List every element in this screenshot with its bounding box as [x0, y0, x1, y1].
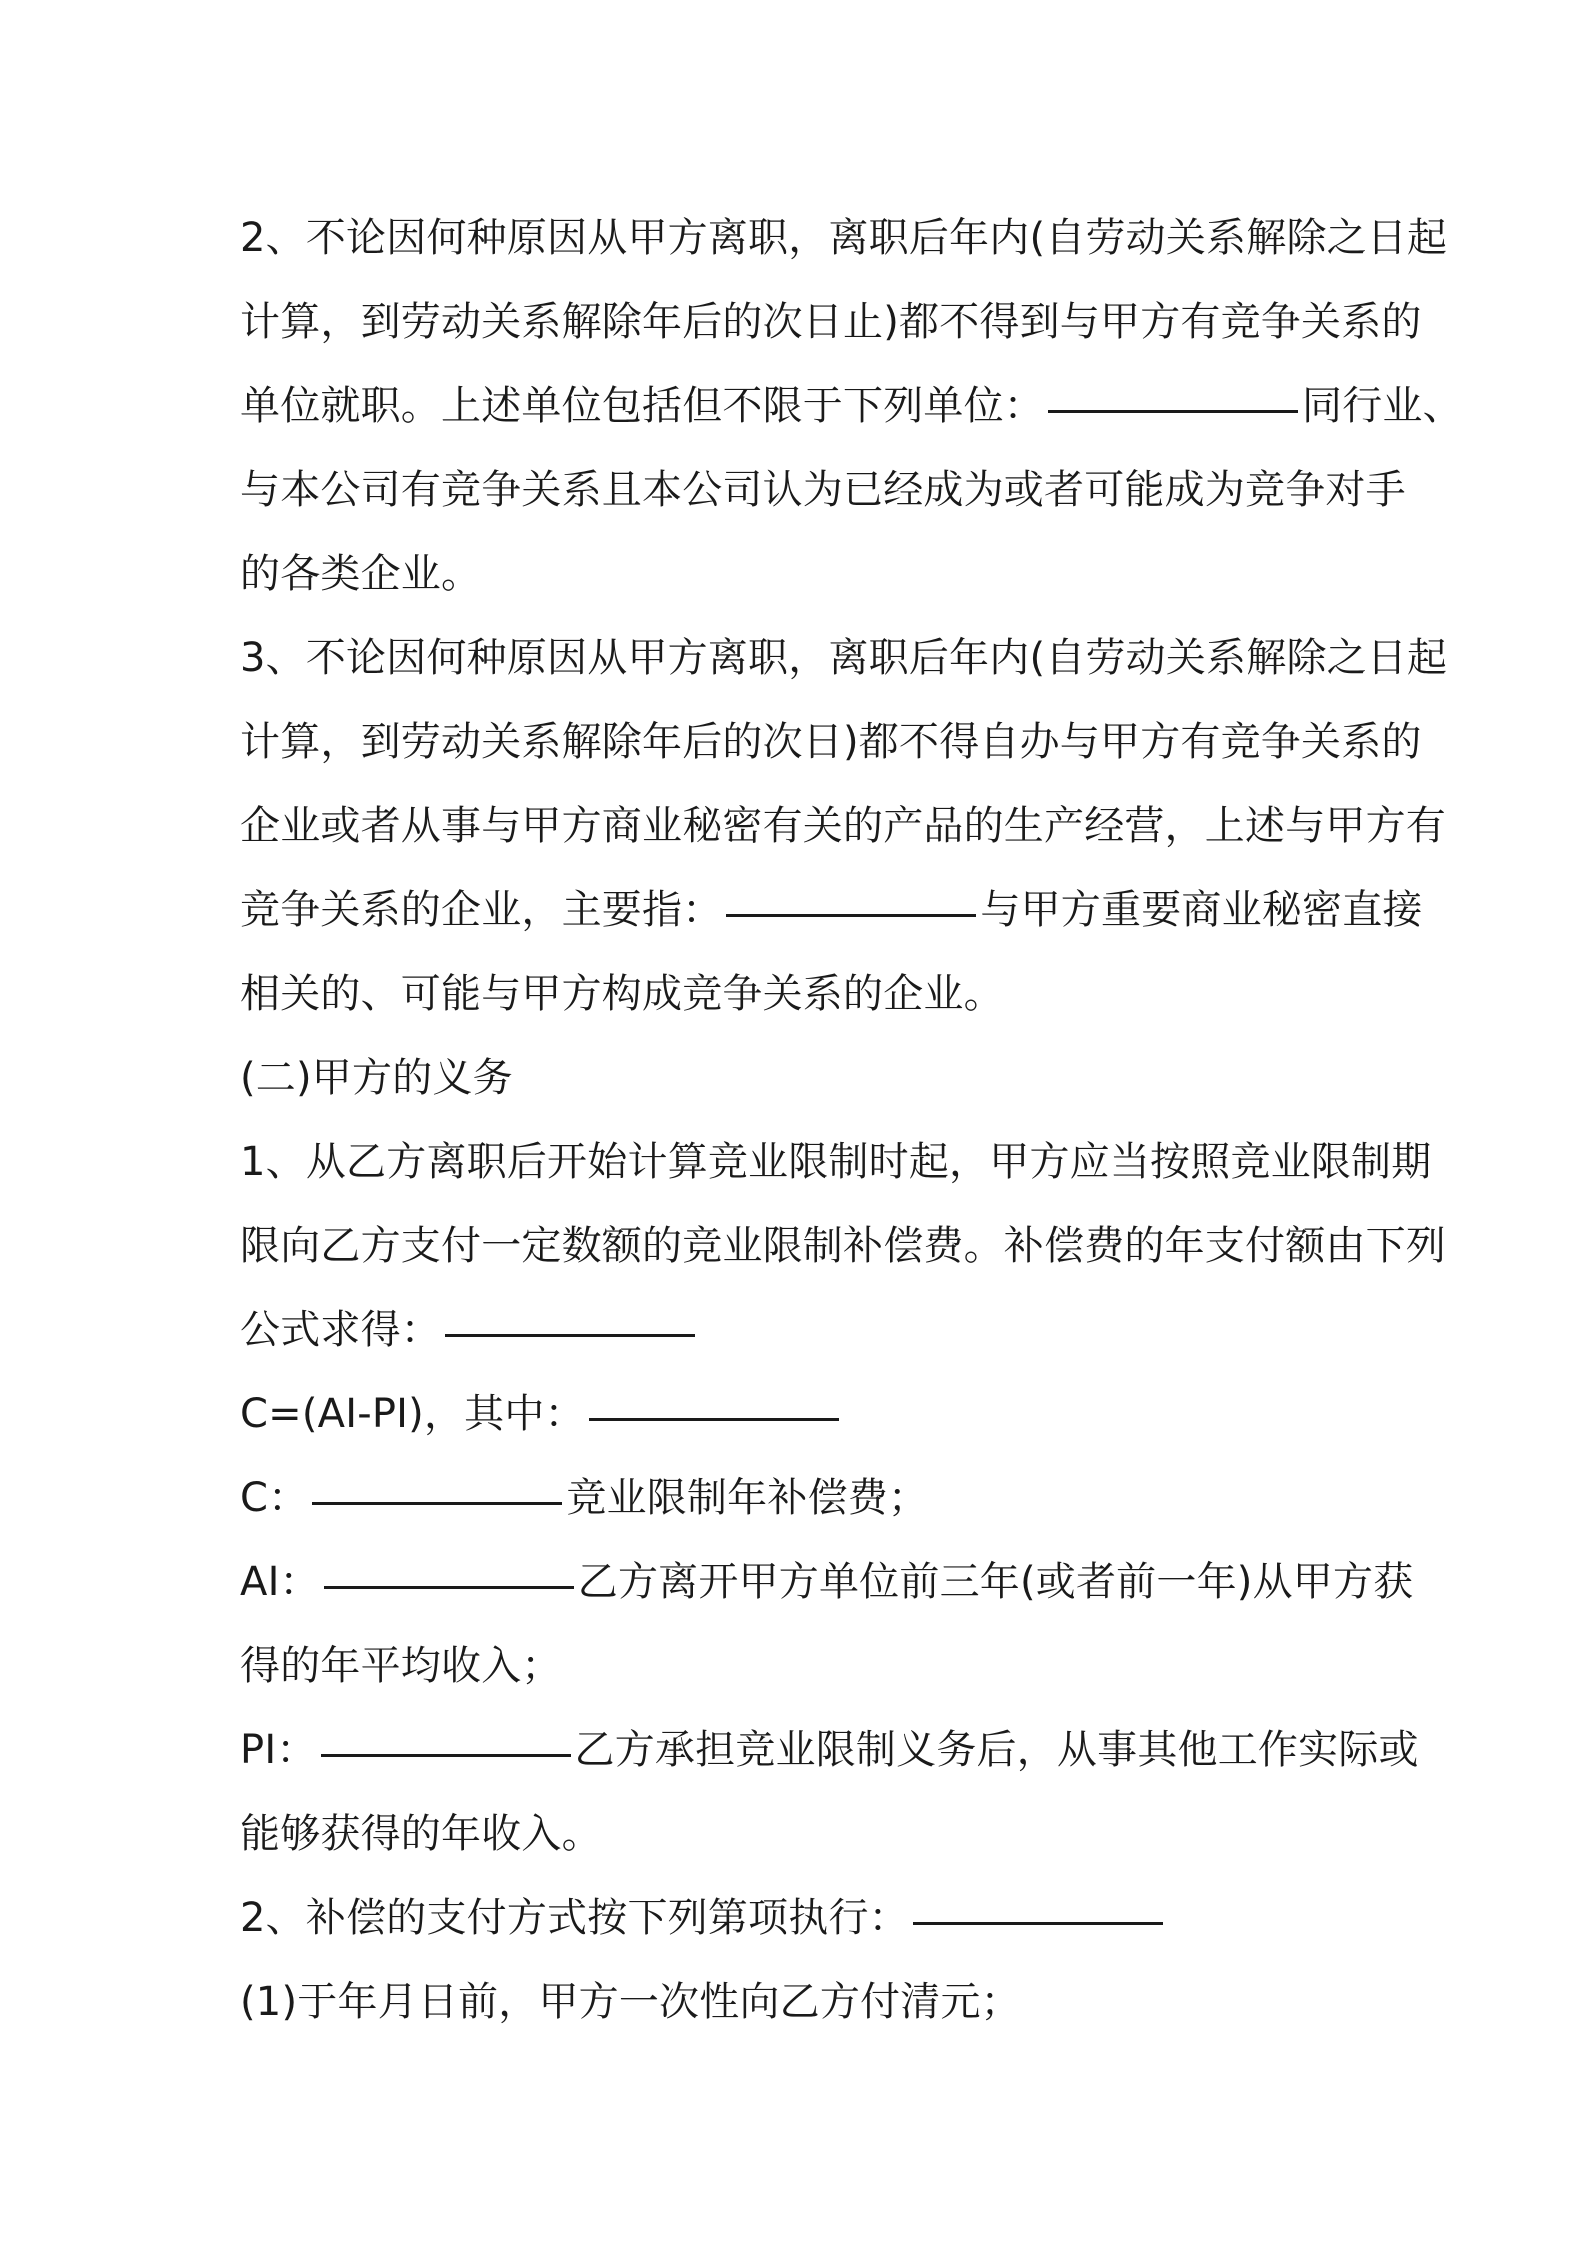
formula-line: [240, 1372, 1360, 1456]
fill-in-blank: [445, 1290, 695, 1337]
text-segment: AI：: [240, 1559, 320, 1605]
text-line: 2、不论因何种原因从甲方离职，离职后年内(自劳动关系解除之日起: [240, 215, 1448, 261]
text-segment: 同行业、: [1302, 383, 1463, 429]
definition-line: [240, 1456, 1360, 1540]
text-line: 3、不论因何种原因从甲方离职，离职后年内(自劳动关系解除之日起: [240, 635, 1448, 681]
text-segment: C：: [240, 1475, 309, 1521]
document-body: [240, 196, 1463, 2044]
definition-line: [240, 1708, 1419, 1792]
text-line: 能够获得的年收入。: [240, 1811, 602, 1857]
text-line: 企业或者从事与甲方商业秘密有关的产品的生产经营，上述与甲方有: [240, 803, 1446, 849]
section-heading: (二)甲方的义务: [240, 1055, 513, 1101]
fill-in-blank: [312, 1458, 562, 1505]
text-line: 的各类企业。: [240, 551, 482, 597]
text-line: 1、从乙方离职后开始计算竞业限制时起，甲方应当按照竞业限制期: [240, 1139, 1432, 1185]
text-segment: 竞业限制年补偿费；: [566, 1475, 929, 1521]
text-line: [240, 1288, 1360, 1372]
fill-in-blank: [913, 1878, 1163, 1925]
text-segment: 竞争关系的企业，主要指：: [240, 887, 723, 933]
text-line: [240, 868, 1423, 952]
text-segment: 公式求得：: [240, 1307, 441, 1353]
text-segment: 单位就职。上述单位包括但不限于下列单位：: [240, 383, 1044, 429]
text-line: [240, 364, 1463, 448]
text-segment: 乙方离开甲方单位前三年(或者前一年)从甲方获: [577, 1559, 1414, 1605]
text-line: [240, 1876, 1360, 1960]
fill-in-blank: [324, 1542, 574, 1589]
text-line: 计算，到劳动关系解除年后的次日止)都不得到与甲方有竞争关系的: [240, 299, 1422, 345]
fill-in-blank: [1048, 366, 1298, 413]
text-segment: 与甲方重要商业秘密直接: [980, 887, 1423, 933]
text-segment: PI：: [240, 1727, 317, 1773]
fill-in-blank: [589, 1374, 839, 1421]
text-line: (1)于年月日前，甲方一次性向乙方付清元；: [240, 1979, 1021, 2025]
text-line: 相关的、可能与甲方构成竞争关系的企业。: [240, 971, 1004, 1017]
definition-line: [240, 1540, 1414, 1624]
text-line: 计算，到劳动关系解除年后的次日)都不得自办与甲方有竞争关系的: [240, 719, 1422, 765]
text-line: 与本公司有竞争关系且本公司认为已经成为或者可能成为竞争对手: [240, 467, 1406, 513]
text-segment: 乙方承担竞业限制义务后，从事其他工作实际或: [574, 1727, 1419, 1773]
text-line: 得的年平均收入；: [240, 1643, 562, 1689]
text-line: 限向乙方支付一定数额的竞业限制补偿费。补偿费的年支付额由下列: [240, 1223, 1446, 1269]
text-segment: 2、补偿的支付方式按下列第项执行：: [240, 1895, 909, 1941]
fill-in-blank: [726, 870, 976, 917]
text-segment: C=(AI-PI)，其中：: [240, 1391, 585, 1437]
fill-in-blank: [321, 1710, 571, 1757]
